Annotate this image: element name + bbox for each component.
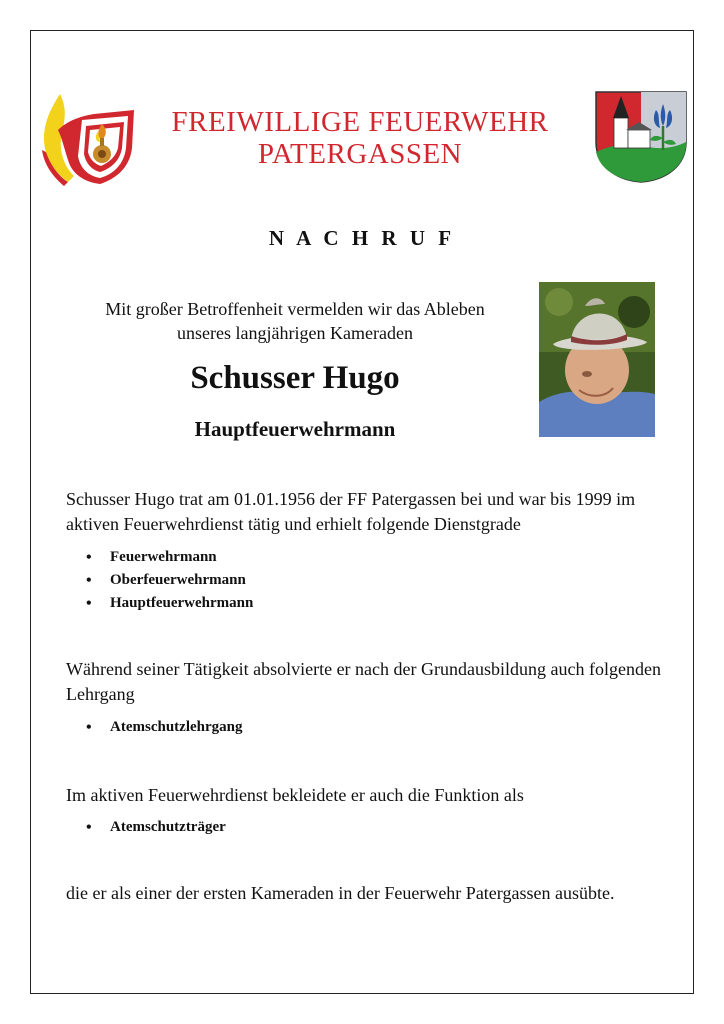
service-paragraph: Schusser Hugo trat am 01.01.1956 der FF Patergassen bei und war bis 1999 im aktiven Feuerwehrdienst tätig und erhielt folgende Dienstgrade	[66, 489, 636, 534]
heading-nachruf: N A C H R U F	[268, 226, 456, 250]
closing-paragraph: die er als einer der ersten Kameraden in der Feuerwehr Patergassen ausübte.	[66, 883, 615, 903]
fire-brigade-emblem-icon	[38, 90, 138, 186]
list-item: • Feuerwehrmann	[86, 546, 253, 569]
intro-line1: Mit großer Betroffenheit vermelden wir das Ableben	[105, 299, 485, 319]
training-paragraph: Während seiner Tätigkeit absolvierte er nach der Grundausbildung auch folgenden Lehrgang	[66, 659, 661, 704]
courses-list	[86, 716, 242, 739]
portrait-photo	[539, 282, 655, 437]
intro-line2: unseres langjährigen Kameraden	[177, 323, 413, 343]
coat-of-arms-icon	[594, 90, 688, 184]
portrait-image-icon	[539, 282, 655, 437]
brigade-title-line1: FREIWILLIGE FEUERWEHR	[171, 106, 549, 138]
ranks-list	[86, 546, 253, 615]
brigade-title-line2: PATERGASSEN	[257, 138, 463, 170]
person-name: Schusser Hugo	[190, 360, 400, 396]
list-item: • Atemschutzlehrgang	[86, 716, 242, 739]
function-paragraph: Im aktiven Feuerwehrdienst bekleidete er auch die Funktion als	[66, 785, 524, 805]
person-rank: Hauptfeuerwehrmann	[194, 417, 396, 441]
list-item: • Hauptfeuerwehrmann	[86, 592, 253, 615]
list-item: • Oberfeuerwehrmann	[86, 569, 253, 592]
functions-list	[86, 816, 226, 839]
list-item: • Atemschutzträger	[86, 816, 226, 839]
